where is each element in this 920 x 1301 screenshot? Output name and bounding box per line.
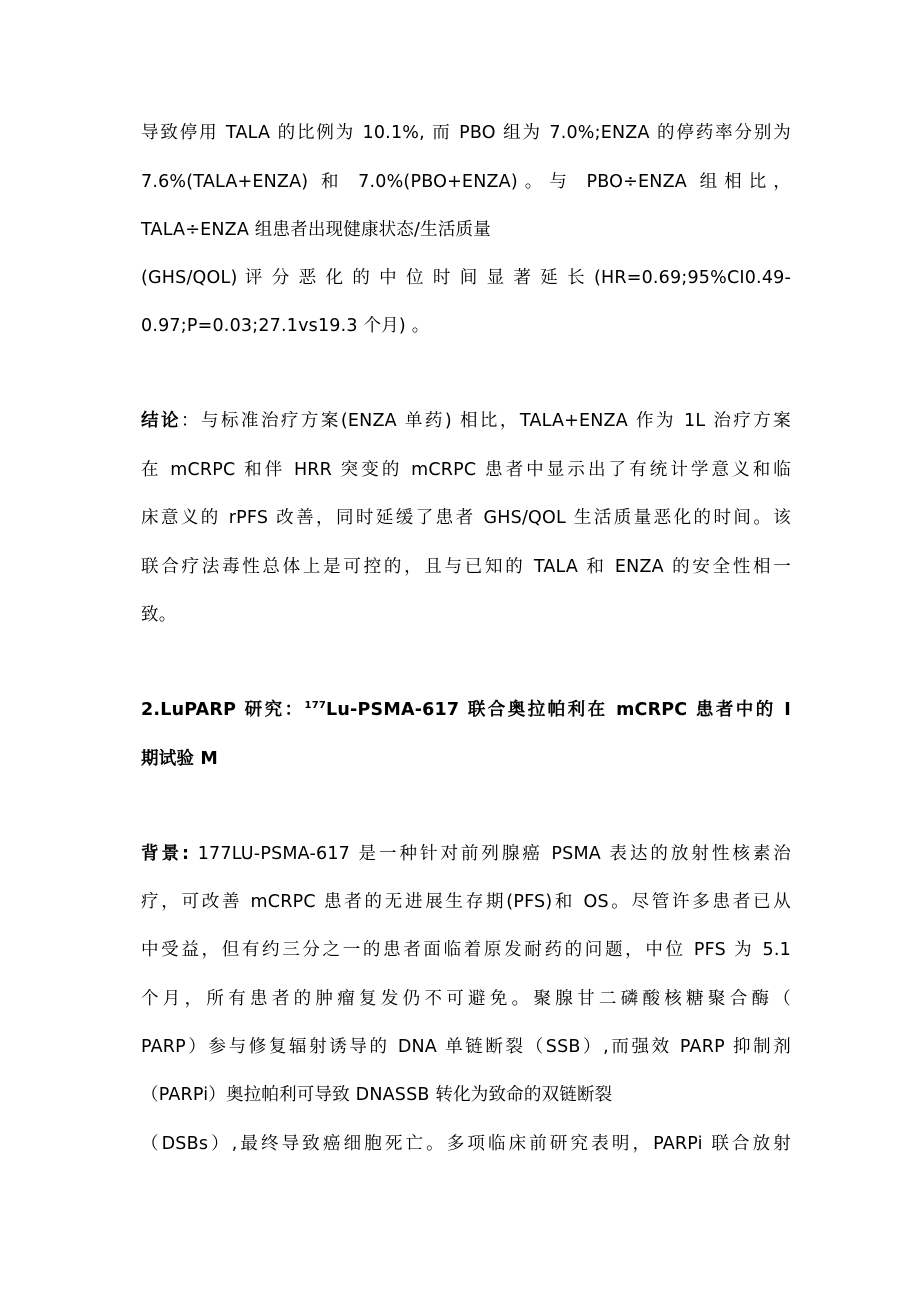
results-line-1: 导致停用 TALA 的比例为 10.1%, 而 PBO 组为 7.0%;ENZA 的停药率分别为 [141,123,791,143]
background-line-2: 疗，可改善 mCRPC 患者的无进展生存期(PFS)和 OS。尽管许多患者已从 [141,892,791,912]
conclusion-label: 结论 [141,411,181,431]
conclusion-line-3: 床意义的 rPFS 改善，同时延缓了患者 GHS/QOL 生活质量恶化的时间。该 [141,508,791,528]
section-heading-line-2: 期试验 M [141,749,219,769]
results-line-4: (GHS/QOL) 评 分 恶 化 的 中 位 时 间 显 著 延 长 (HR=0.69;95%CI0.49- [141,268,792,288]
conclusion-line-1 [141,409,791,433]
background-text: 177LU-PSMA-617 是一种针对前列腺癌 PSMA 表达的放射性核素治 [189,844,791,864]
results-line-5: 0.97;P=0.03;27.1vs19.3 个月) 。 [141,316,430,336]
background-label: 背景: [141,844,190,864]
conclusion-line-5: 致。 [141,605,177,625]
background-line-4: 个月，所有患者的肿瘤复发仍不可避免。聚腺甘二磷酸核糖聚合酶（ [141,989,791,1009]
background-line-3: 中受益，但有约三分之一的患者面临着原发耐药的问题，中位 PFS 为 5.1 [141,940,791,960]
section-heading-superscript: 177 [304,700,327,711]
section-heading-prefix: 2.LuPARP 研究： [141,700,305,720]
conclusion-line-2: 在 mCRPC 和伴 HRR 突变的 mCRPC 患者中显示出了有统计学意义和临 [141,460,791,480]
section-heading-line-1 [141,698,791,722]
conclusion-text: ：与标准治疗方案(ENZA 单药) 相比，TALA+ENZA 作为 1L 治疗方案 [180,411,791,431]
background-line-7: （DSBs）,最终导致癌细胞死亡。多项临床前研究表明，PARPi 联合放射 [141,1134,791,1154]
section-heading-title: Lu-PSMA-617 联合奥拉帕利在 mCRPC 患者中的 I [326,700,791,720]
background-line-1 [141,842,791,866]
results-line-3: TALA÷ENZA 组患者出现健康状态/生活质量 [141,220,491,240]
background-line-6: （PARPi）奥拉帕利可导致 DNASSB 转化为致命的双链断裂 [141,1085,613,1105]
results-line-2: 7.6%(TALA+ENZA) 和 7.0%(PBO+ENZA)。与 PBO÷ENZA 组相比， [141,172,791,192]
conclusion-line-4: 联合疗法毒性总体上是可控的，且与已知的 TALA 和 ENZA 的安全性相一 [141,557,791,577]
background-line-5: PARP）参与修复辐射诱导的 DNA 单链断裂（SSB）,而强效 PARP 抑制剂 [141,1037,791,1057]
